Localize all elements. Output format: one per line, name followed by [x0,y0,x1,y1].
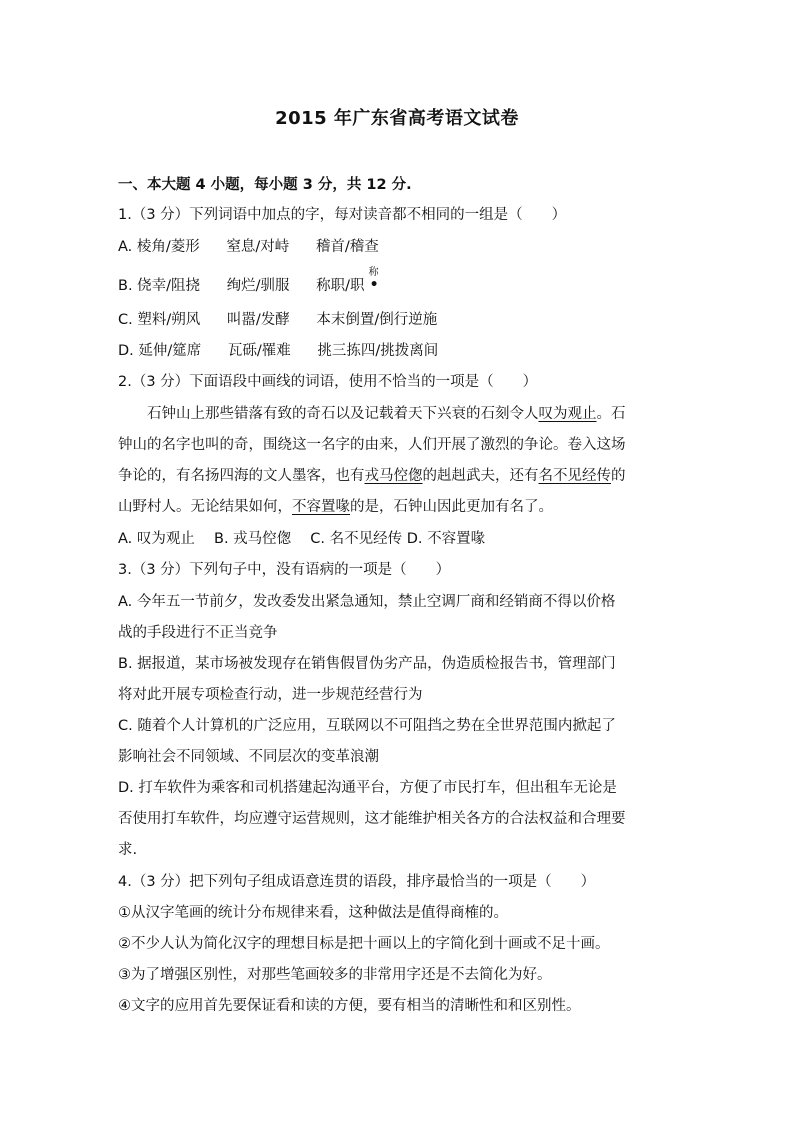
q2-passage-line4 [118,497,553,517]
underlined-term: 名不见经传 [538,468,611,484]
q1-c-part2: 叫嚣/发酵 [226,312,290,328]
q2-passage-line3 [118,466,626,486]
passage-text: 的赳赳武夫，还有 [422,468,539,484]
passage-text: 争论的，有名扬四海的文人墨客，也有 [118,468,365,484]
passage-text: 山野村人。无论结果如何， [118,499,292,515]
q3-option-c-line2: 影响社会不同领域、不同层次的变革浪潮 [118,749,379,765]
q1-d-part1: D. 延伸/筵席 [118,343,202,359]
q3-option-b-line1: B. 据报道，某市场被发现存在销售假冒伪劣产品，伪造质检报告书，管理部门 [118,656,616,672]
q4-sentence-1: ①从汉字笔画的统计分布规律来看，这种做法是值得商榷的。 [118,905,508,921]
q4-stem: 4.（3 分）把下列句子组成语意连贯的语段，排序最恰当的一项是（ ） [118,874,596,890]
q1-b-part1: B. 侥幸/阻挠 [118,278,201,294]
q3-option-d-line2: 否使用打车软件，均应遵守运营规则，这才能维护相关各方的合法权益和合理要 [118,811,626,827]
q1-c-part1: C. 塑料/朔风 [118,312,201,328]
section-heading: 一、本大题 4 小题，每小题 3 分，共 12 分. [118,177,412,193]
q1-b-part3: 称职/职 [316,278,365,294]
underlined-term: 戎马倥偬 [364,468,423,484]
q3-option-a-line1: A. 今年五一节前夕，发改委发出紧急通知，禁止空调厂商和经销商不得以价格 [118,594,616,610]
underlined-term: 不容置喙 [292,499,350,515]
dot-icon: • [369,277,379,293]
passage-text: 。石 [596,406,626,422]
q1-a-part1: A. 棱角/菱形 [118,239,200,255]
q3-stem: 3.（3 分）下列句子中，没有语病的一项是（ ） [118,562,451,578]
q1-stem: 1.（3 分）下列词语中加点的字，每对读音都不相同的一组是（ ） [118,207,567,223]
q1-b-part2: 绚烂/驯服 [226,278,290,294]
q4-sentence-3: ③为了增强区别性，对那些笔画较多的非常用字还是不去简化为好。 [118,967,552,983]
q2-passage-line2: 钟山的名字也叫的奇，围绕这一名字的由来，人们开展了激烈的争论。卷入这场 [118,437,626,453]
emphasis-dot-mark [365,267,381,296]
superscript-char: 称 [368,267,379,278]
q3-option-c-line1: C. 随着个人计算机的广泛应用，互联网以不可阻挡之势在全世界范围内掀起了 [118,718,616,734]
q2-options: A. 叹为观止 B. 戎马倥偬 C. 名不见经传 D. 不容置喙 [118,531,486,547]
q2-stem: 2.（3 分）下面语段中画线的词语，使用不恰当的一项是（ ） [118,374,538,390]
q3-option-d-line3: 求. [118,842,138,858]
q1-option-a [118,237,379,257]
passage-text: 石钟山上那些错落有致的奇石以及记载着天下兴衰的石刻令人 [118,406,539,422]
passage-text: 的是，石钟山因此更加有名了。 [350,499,553,515]
underlined-term: 叹为观止 [538,406,597,422]
exam-title: 2015 年广东省高考语文试卷 [275,108,519,129]
q4-sentence-2: ②不少人认为简化汉字的理想目标是把十画以上的字简化到十画或不足十画。 [118,936,610,952]
q3-option-a-line2: 战的手段进行不正当竞争 [118,625,278,641]
q1-d-part2: 瓦砾/罹难 [227,343,291,359]
q1-option-b [118,267,381,296]
q3-option-d-line1: D. 打车软件为乘客和司机搭建起沟通平台，方便了市民打车，但出租车无论是 [118,780,617,796]
q4-sentence-4: ④文字的应用首先要保证看和读的方便，要有相当的清晰性和和区别性。 [118,998,581,1014]
q1-d-part3: 挑三拣四/挑拨离间 [317,343,439,359]
q1-c-part3: 本末倒置/倒行逆施 [316,312,438,328]
q1-a-part2: 窒息/对峙 [226,239,290,255]
q1-option-d [118,341,438,361]
q3-option-b-line2: 将对此开展专项检查行动，进一步规范经营行为 [118,687,423,703]
q1-option-c [118,310,437,330]
passage-text: 的 [611,468,626,484]
q2-passage-line1 [118,404,626,424]
q1-a-part3: 稽首/稽查 [315,239,379,255]
